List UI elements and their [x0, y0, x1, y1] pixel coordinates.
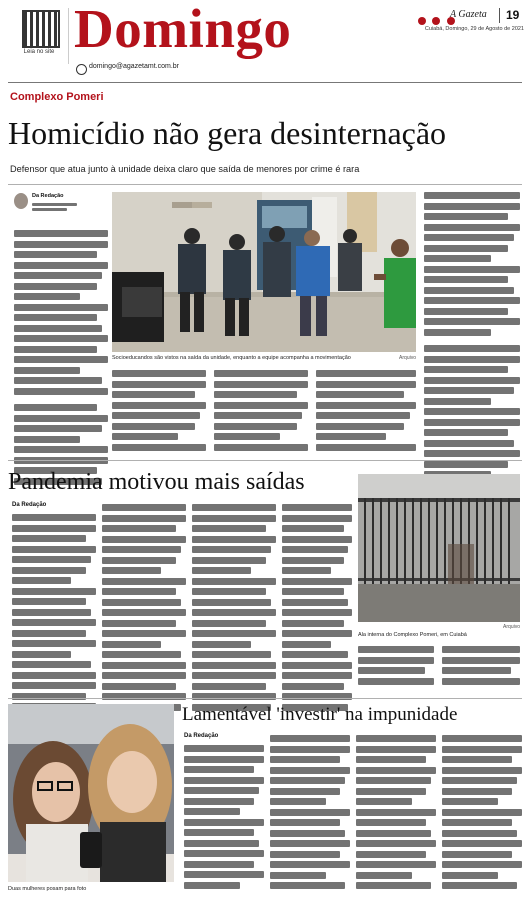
article2-col-5 [358, 646, 434, 688]
article2-headline: Pandemia motivou mais saídas [8, 469, 305, 495]
article1-photo [112, 192, 416, 352]
author-avatar [14, 193, 28, 209]
article2-col-3 [192, 504, 276, 714]
date-line: Cuiabá, Domingo, 29 de Agosto de 2021 [424, 26, 524, 32]
article1-photo-caption: Socioeducandos são vistos na saída da unidade, enquanto a equipe acompanha a movimentação [112, 355, 351, 361]
masthead [0, 0, 530, 82]
social-icon-2 [432, 17, 440, 25]
page-number: 19 [506, 8, 520, 22]
qr-caption: Leia no site [23, 49, 55, 55]
article2-byline: Da Redação [12, 502, 47, 508]
author-details [32, 203, 92, 213]
section-tag: Complexo Pomeri [10, 91, 104, 103]
article3-col-2 [270, 735, 350, 893]
masthead-title: Domingo [74, 0, 292, 59]
article2-col-6 [442, 646, 520, 688]
article2-photo-credit: Arquivo [503, 624, 520, 630]
article1-subhead: Defensor que atua junto à unidade deixa claro que saída de menores por crime é rara [10, 164, 360, 174]
publication-name: A Gazeta [450, 9, 487, 20]
article3-photo [8, 704, 174, 882]
article1-col-4 [316, 370, 416, 454]
article2-photo [358, 474, 520, 622]
article1-col-2 [112, 370, 206, 454]
article3-col-1 [184, 745, 264, 892]
author-byline: Da Redação [32, 193, 64, 199]
masthead-email[interactable]: domingo@agazetamt.com.br [89, 63, 179, 70]
article3-col-4 [442, 735, 522, 893]
article3-col-3 [356, 735, 436, 893]
article3-photo-caption: Duas mulheres posam para foto [8, 886, 87, 892]
article3-byline: Da Redação [184, 733, 219, 739]
article1-headline: Homicídio não gera desinternação [8, 115, 447, 151]
article1-photo-credit: Arquivo [399, 355, 416, 361]
article2-col-2 [102, 504, 186, 714]
article2-col-4 [282, 504, 352, 714]
email-icon [76, 64, 87, 75]
article1-col-left [14, 230, 108, 488]
article2-col-1 [12, 514, 96, 714]
qr-code-icon [22, 10, 60, 48]
article2-photo-caption: Ala interna do Complexo Pomeri, em Cuiabá [358, 632, 467, 638]
social-icon-1 [418, 17, 426, 25]
article1-col-3 [214, 370, 308, 454]
article3-headline: Lamentável 'investir' na impunidade [182, 704, 458, 725]
